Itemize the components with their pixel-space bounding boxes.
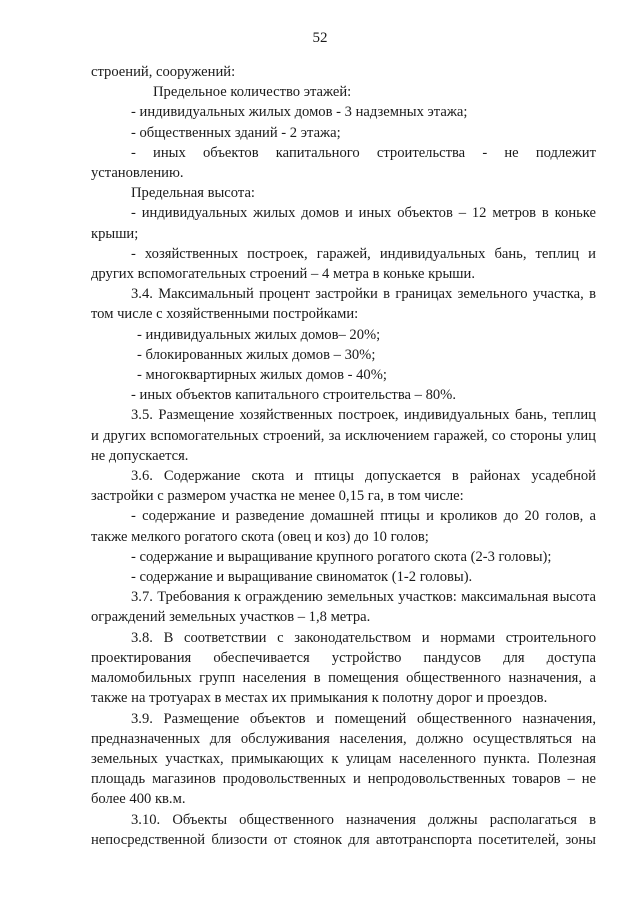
paragraph: 3.6. Содержание скота и птицы допускается в районах усадебной застройки с размером участка не менее 0,15 га, в том числе: xyxy=(91,468,596,505)
paragraph: - многоквартирных жилых домов - 40%; xyxy=(137,367,387,384)
paragraph: - индивидуальных жилых домов и иных объектов – 12 метров в коньке крыши; xyxy=(91,205,596,242)
paragraph: - блокированных жилых домов – 30%; xyxy=(137,346,376,363)
paragraph: - содержание и разведение домашней птицы и кроликов до 20 голов, а также мелкого рогатого скота (овец и коз) до 10 голов; xyxy=(91,508,596,545)
paragraph: 3.7. Требования к ограждению земельных участков: максимальная высота ограждений земельных участков – 1,8 метра. xyxy=(91,589,596,626)
paragraph: 3.9. Размещение объектов и помещений общественного назначения, предназначенных для обслуживания населения, должно осуществляться на земельных участках, примыкающих к улицам населенного пункта. Полезная площадь магазинов продовольственных и непродовольственных товаров – не более 400 кв.м. xyxy=(91,710,596,808)
paragraph: Предельная высота: xyxy=(131,185,255,202)
paragraph: 3.5. Размещение хозяйственных построек, индивидуальных бань, теплиц и других вспомогательных строений, за исключением гаражей, со стороны улиц не допускается. xyxy=(91,407,596,464)
paragraph: - индивидуальных жилых домов - 3 надземных этажа; xyxy=(131,104,468,121)
page-number: 52 xyxy=(312,30,328,46)
document-body xyxy=(91,62,596,850)
paragraph: - индивидуальных жилых домов– 20%; xyxy=(137,326,381,343)
paragraph: - иных объектов капитального строительства – 80%. xyxy=(131,387,456,404)
paragraph: - содержание и выращивание свиноматок (1-2 головы). xyxy=(131,569,473,586)
paragraph: Предельное количество этажей: xyxy=(153,84,352,101)
paragraph: - хозяйственных построек, гаражей, индивидуальных бань, теплиц и других вспомогательных строений – 4 метра в коньке крыши. xyxy=(91,245,596,283)
paragraph: - иных объектов капитального строительства - не подлежит установлению. xyxy=(91,144,596,182)
paragraph: - общественных зданий - 2 этажа; xyxy=(131,124,341,141)
paragraph: 3.4. Максимальный процент застройки в границах земельного участка, в том числе с хозяйственными постройками: xyxy=(91,286,596,323)
paragraph: 3.8. В соответствии с законодательством и нормами строительного проектирования обеспечивается устройство пандусов для доступа маломобильных групп населения в помещения общественного назначения, а также на тротуарах в местах их примыкания к полотну дорог и проездов. xyxy=(91,629,596,707)
paragraph: строений, сооружений: xyxy=(91,64,236,80)
paragraph: - содержание и выращивание крупного рогатого скота (2-3 головы); xyxy=(131,548,552,565)
paragraph: 3.10. Объекты общественного назначения должны располагаться в непосредственной близости от стоянок для автотранспорта посетителей, зоны xyxy=(91,811,596,848)
